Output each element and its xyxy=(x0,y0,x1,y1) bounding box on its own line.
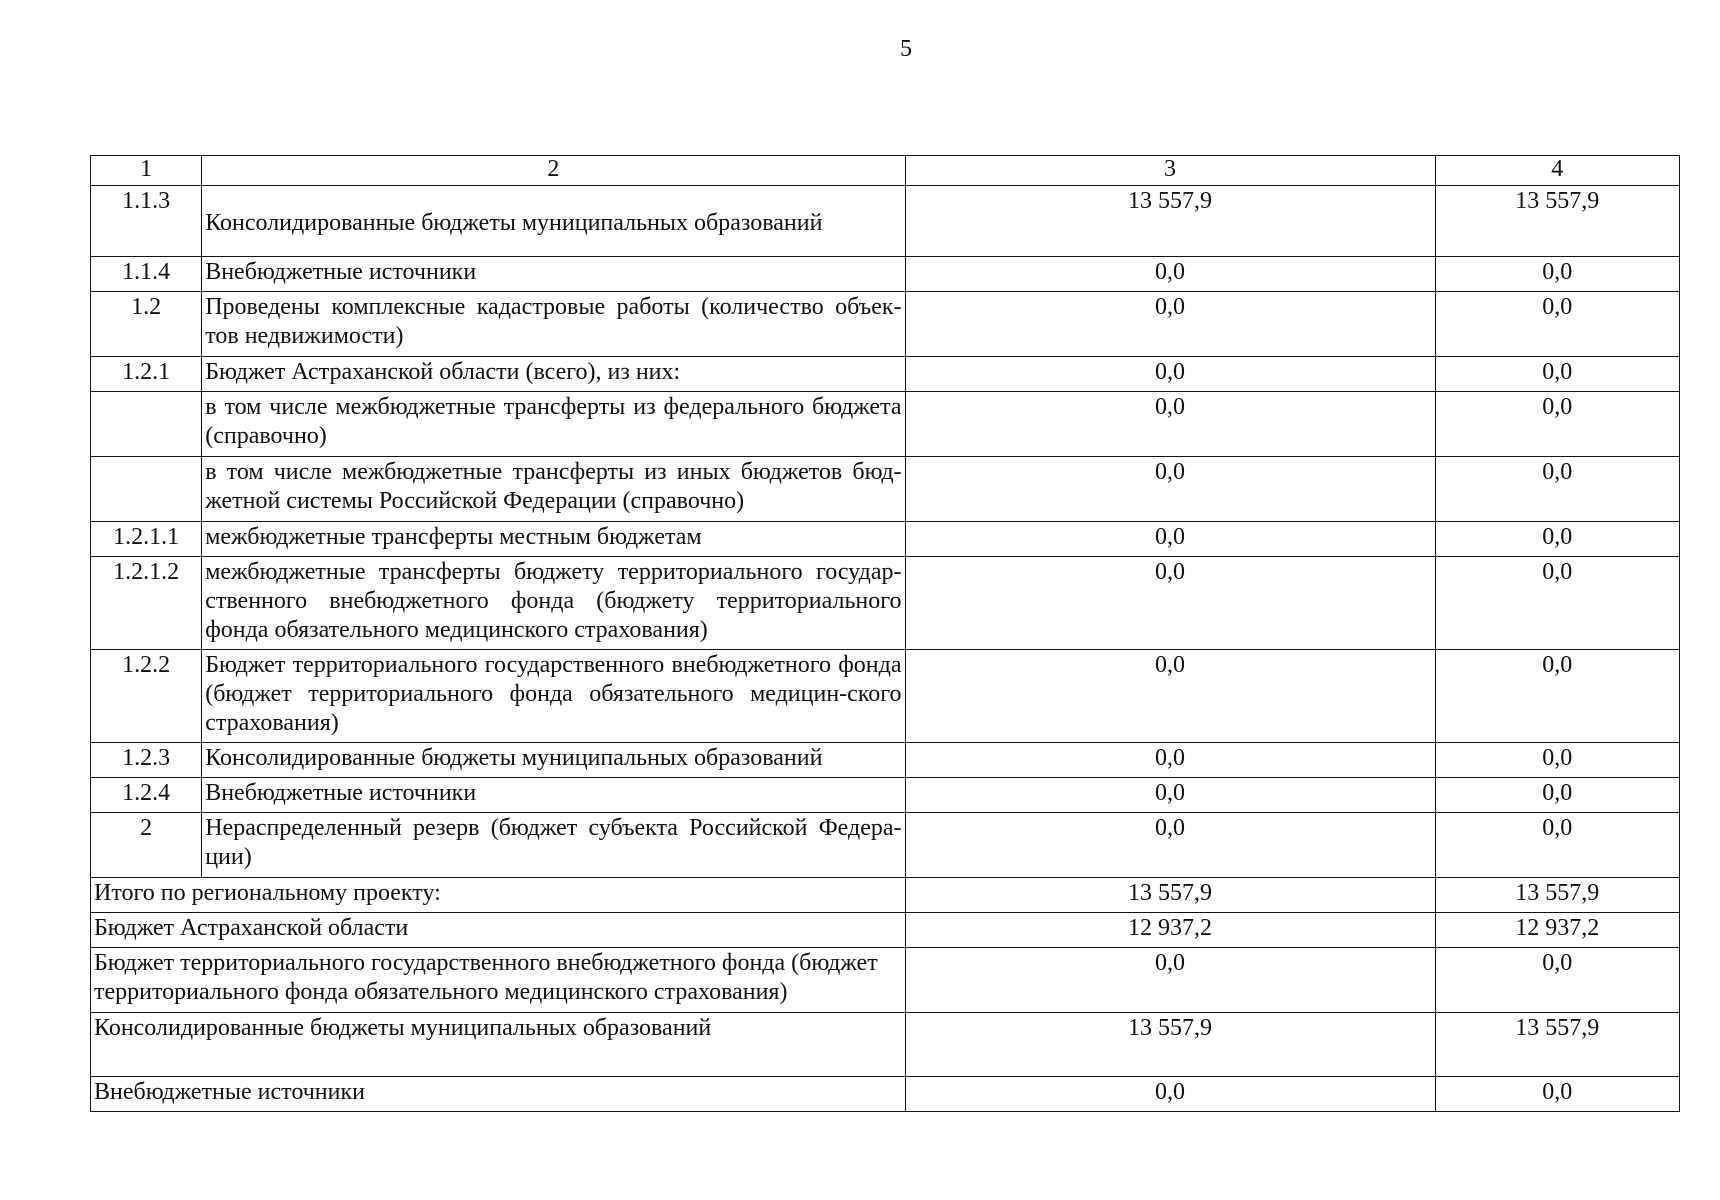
row-name: в том числе межбюджетные трансферты из иных бюджетов бюд-жетной системы Российской Федерации (справочно) xyxy=(202,457,905,522)
table-row xyxy=(91,813,1680,878)
table-row xyxy=(91,743,1680,778)
row-value-col4: 0,0 xyxy=(1435,357,1679,392)
row-value-col3: 0,0 xyxy=(905,292,1435,357)
totals-value-col3: 13 557,9 xyxy=(905,878,1435,913)
table-row xyxy=(91,557,1680,650)
totals-value-col3: 0,0 xyxy=(905,948,1435,1013)
row-number: 1.2.1.2 xyxy=(91,557,202,650)
header-cell-1: 1 xyxy=(91,156,202,186)
table-header-row xyxy=(91,156,1680,186)
totals-value-col4: 0,0 xyxy=(1435,1077,1679,1112)
row-name: в том числе межбюджетные трансферты из федерального бюджета (справочно) xyxy=(202,392,905,457)
row-value-col3: 13 557,9 xyxy=(905,186,1435,257)
table-row xyxy=(91,186,1680,257)
row-number: 1.2.3 xyxy=(91,743,202,778)
row-value-col3: 0,0 xyxy=(905,357,1435,392)
row-name: Внебюджетные источники xyxy=(202,778,905,813)
row-number: 1.2.1.1 xyxy=(91,522,202,557)
totals-name: Внебюджетные источники xyxy=(91,1077,906,1112)
row-value-col4: 0,0 xyxy=(1435,813,1679,878)
table-row xyxy=(91,457,1680,522)
row-value-col4: 0,0 xyxy=(1435,522,1679,557)
totals-row xyxy=(91,1013,1680,1077)
table-row xyxy=(91,778,1680,813)
row-number: 1.2.2 xyxy=(91,650,202,743)
row-value-col3: 0,0 xyxy=(905,457,1435,522)
totals-value-col4: 13 557,9 xyxy=(1435,1013,1679,1077)
totals-value-col3: 12 937,2 xyxy=(905,913,1435,948)
row-number: 1.2 xyxy=(91,292,202,357)
row-name: Бюджет территориального государственного внебюджетного фонда (бюджет территориального фонда обязательного медицин-ского страхования) xyxy=(202,650,905,743)
row-name: Проведены комплексные кадастровые работы (количество объек-тов недвижимости) xyxy=(202,292,905,357)
row-value-col4: 0,0 xyxy=(1435,743,1679,778)
row-value-col3: 0,0 xyxy=(905,778,1435,813)
totals-name: Консолидированные бюджеты муниципальных образований xyxy=(91,1013,906,1077)
page-number: 5 xyxy=(900,36,912,62)
row-name: межбюджетные трансферты бюджету территориального государ-ственного внебюджетного фонда (бюджету территориального фонда обязательного медицинского страхования) xyxy=(202,557,905,650)
row-value-col4: 13 557,9 xyxy=(1435,186,1679,257)
row-name: Внебюджетные источники xyxy=(202,257,905,292)
totals-value-col4: 0,0 xyxy=(1435,948,1679,1013)
row-value-col4: 0,0 xyxy=(1435,778,1679,813)
row-value-col3: 0,0 xyxy=(905,650,1435,743)
row-value-col4: 0,0 xyxy=(1435,557,1679,650)
row-value-col4: 0,0 xyxy=(1435,392,1679,457)
totals-value-col3: 0,0 xyxy=(905,1077,1435,1112)
row-value-col3: 0,0 xyxy=(905,557,1435,650)
row-value-col3: 0,0 xyxy=(905,813,1435,878)
header-cell-4: 4 xyxy=(1435,156,1679,186)
table-row xyxy=(91,522,1680,557)
row-name: Бюджет Астраханской области (всего), из них: xyxy=(202,357,905,392)
totals-value-col3: 13 557,9 xyxy=(905,1013,1435,1077)
totals-row xyxy=(91,913,1680,948)
row-name: межбюджетные трансферты местным бюджетам xyxy=(202,522,905,557)
row-value-col3: 0,0 xyxy=(905,392,1435,457)
row-name: Консолидированные бюджеты муниципальных образований xyxy=(202,186,905,257)
table-row xyxy=(91,392,1680,457)
totals-name: Итого по региональному проекту: xyxy=(91,878,906,913)
table-row xyxy=(91,357,1680,392)
row-value-col3: 0,0 xyxy=(905,743,1435,778)
row-name: Нераспределенный резерв (бюджет субъекта Российской Федера-ции) xyxy=(202,813,905,878)
row-value-col4: 0,0 xyxy=(1435,257,1679,292)
row-value-col4: 0,0 xyxy=(1435,292,1679,357)
row-value-col3: 0,0 xyxy=(905,522,1435,557)
row-value-col3: 0,0 xyxy=(905,257,1435,292)
row-value-col4: 0,0 xyxy=(1435,650,1679,743)
totals-value-col4: 12 937,2 xyxy=(1435,913,1679,948)
row-number xyxy=(91,457,202,522)
table-row xyxy=(91,257,1680,292)
row-number: 1.2.1 xyxy=(91,357,202,392)
totals-name: Бюджет Астраханской области xyxy=(91,913,906,948)
header-cell-3: 3 xyxy=(905,156,1435,186)
row-number: 2 xyxy=(91,813,202,878)
row-number: 1.2.4 xyxy=(91,778,202,813)
totals-row xyxy=(91,948,1680,1013)
totals-row xyxy=(91,878,1680,913)
row-value-col4: 0,0 xyxy=(1435,457,1679,522)
header-cell-2: 2 xyxy=(202,156,905,186)
row-number: 1.1.4 xyxy=(91,257,202,292)
totals-name: Бюджет территориального государственного внебюджетного фонда (бюджет территориального фонда обязательного медицинского страхования) xyxy=(91,948,906,1013)
totals-row xyxy=(91,1077,1680,1112)
row-name: Консолидированные бюджеты муниципальных образований xyxy=(202,743,905,778)
totals-value-col4: 13 557,9 xyxy=(1435,878,1679,913)
row-number xyxy=(91,392,202,457)
table-row xyxy=(91,292,1680,357)
row-number: 1.1.3 xyxy=(91,186,202,257)
table-row xyxy=(91,650,1680,743)
budget-table xyxy=(90,155,1680,1112)
